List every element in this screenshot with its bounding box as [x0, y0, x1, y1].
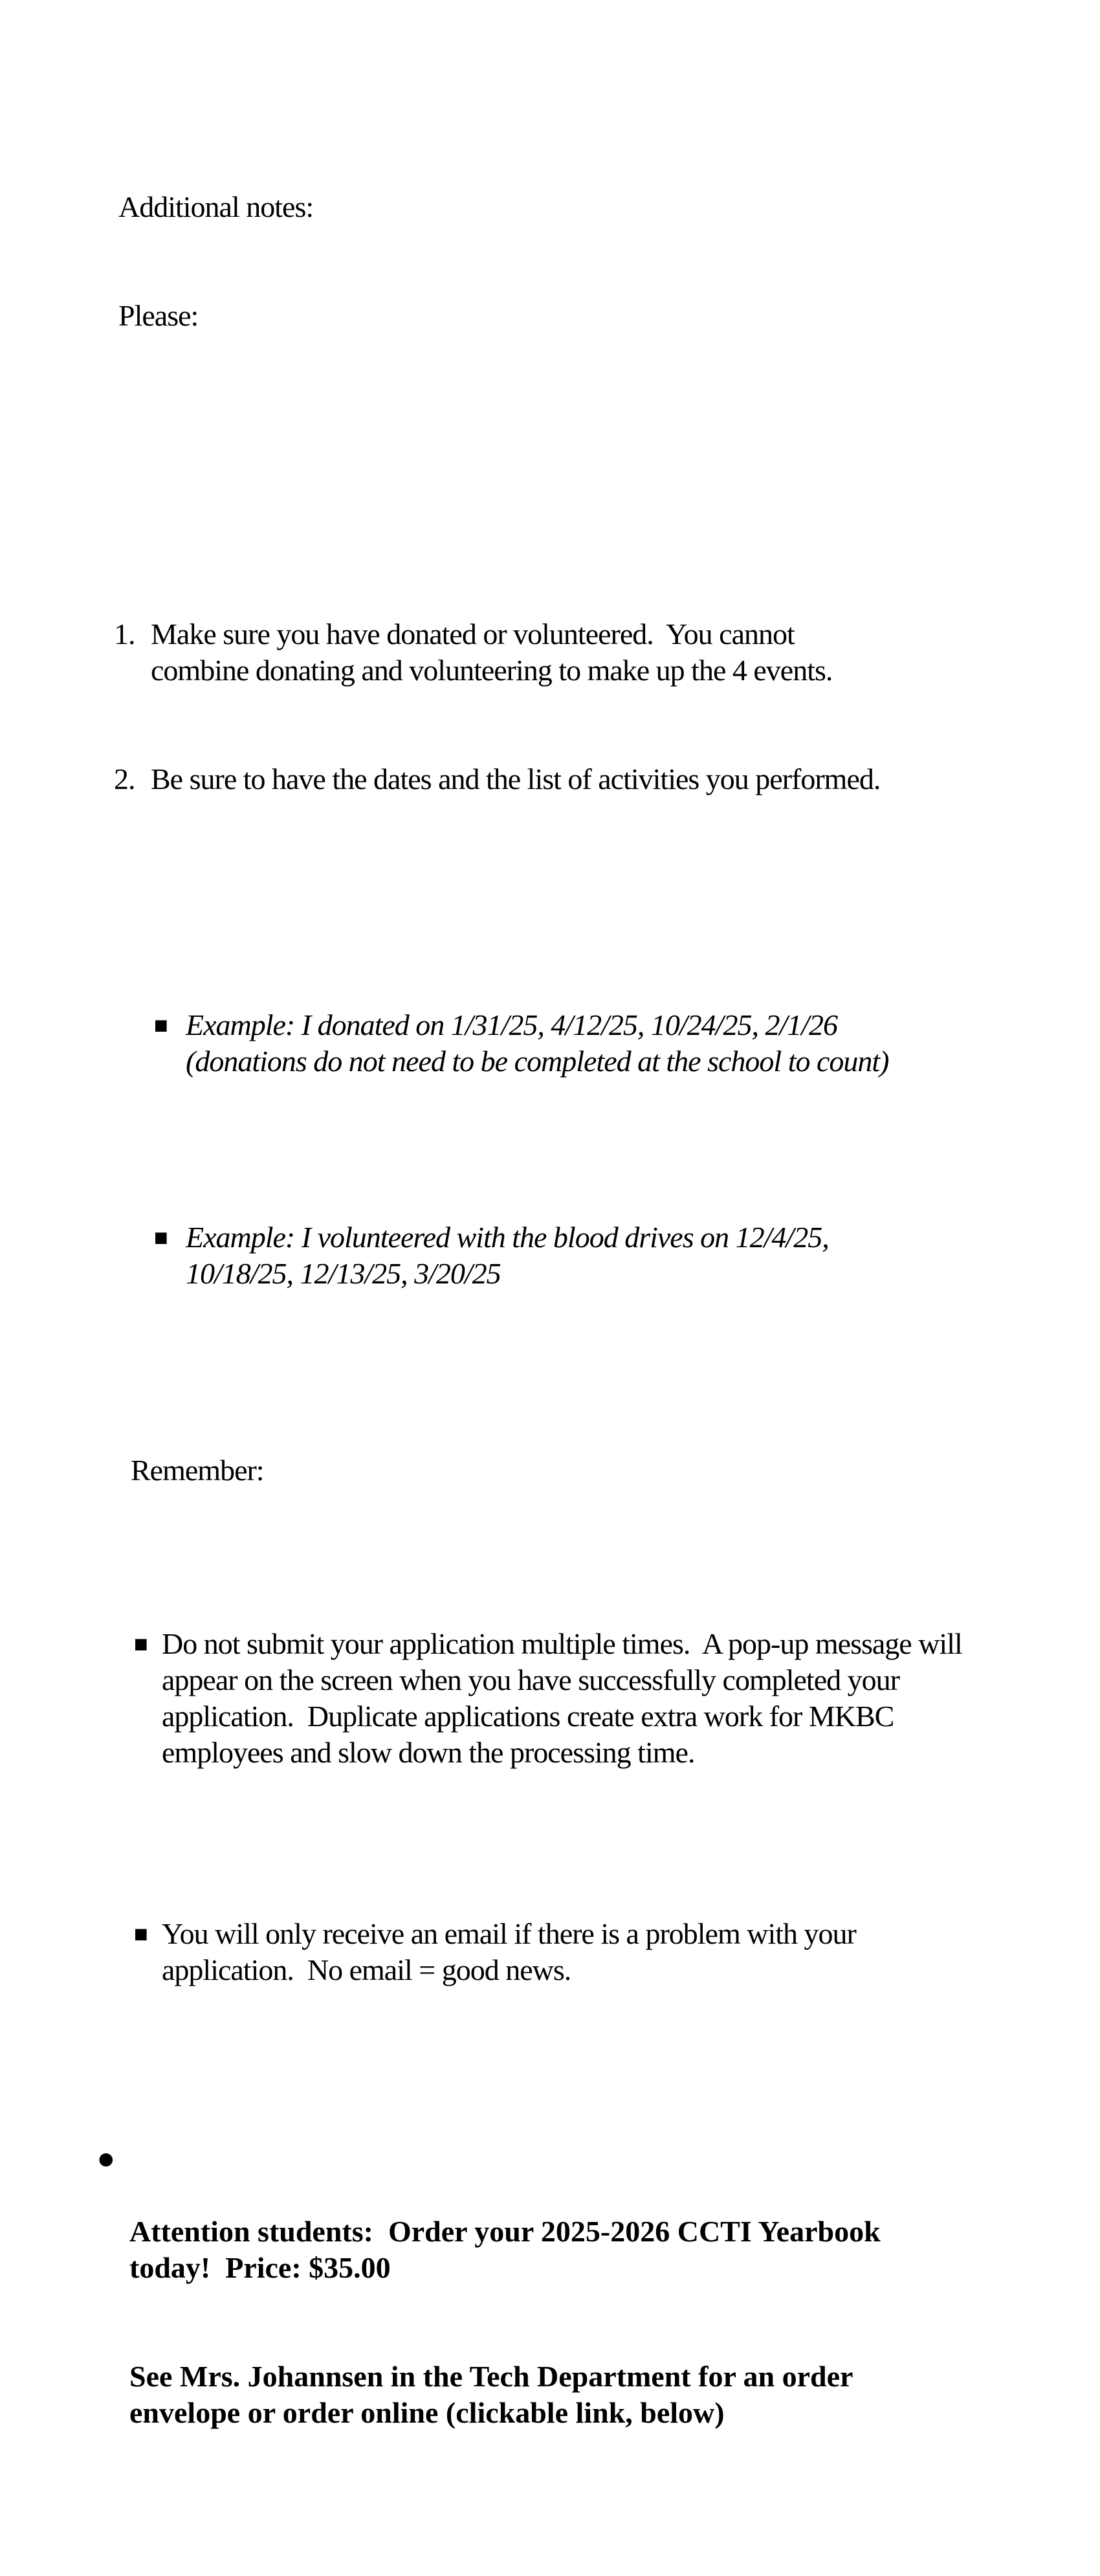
list-item-1	[114, 616, 1100, 689]
remember-heading: Remember:	[131, 1454, 264, 1487]
square-bullet-icon: ■	[154, 1229, 168, 1246]
list-item-1-number: 1.	[114, 617, 135, 650]
example-bullet-volunteered	[154, 1219, 1100, 1292]
example-bullet-donated-text: Example: I donated on 1/31/25, 4/12/25, 10/24/25, 2/1/26 (donations do not need to be completed at the school to count)	[186, 1008, 889, 1078]
announcement-text	[129, 2141, 919, 2504]
example-bullet-donated	[154, 1007, 1100, 1080]
square-bullet-icon: ■	[134, 1636, 148, 1652]
intro-block	[118, 117, 1100, 406]
list-item-2-number: 2.	[114, 762, 135, 795]
round-bullet-icon: ●	[98, 2149, 114, 2169]
announcement-bullet-yearbook	[98, 2141, 1100, 2504]
square-bullet-icon: ■	[154, 1017, 168, 1034]
square-bullet-icon: ■	[134, 1926, 148, 1942]
intro-line-please: Please:	[118, 299, 199, 332]
numbered-list	[0, 544, 1100, 870]
intro-line-additional-notes: Additional notes:	[118, 190, 314, 223]
announcement-line-see-mrs-johannsen: See Mrs. Johannsen in the Tech Department for an order envelope or order online (clickable link, below)	[129, 2360, 861, 2429]
list-item-2	[114, 761, 1100, 797]
remember-bullet-email	[134, 1916, 1100, 1988]
remember-bullet-email-text: You will only receive an email if there is a problem with your application. No email = good news.	[162, 1917, 863, 1986]
example-bullet-volunteered-text: Example: I volunteered with the blood drives on 12/4/25, 10/18/25, 12/13/25, 3/20/25	[186, 1221, 836, 1290]
announcement-line-order: Attention students: Order your 2025-2026 CCTI Yearbook today! Price: $35.00	[129, 2215, 888, 2284]
remember-bullet-no-duplicates	[134, 1626, 1100, 1771]
list-item-2-text: Be sure to have the dates and the list of activities you performed.	[151, 762, 881, 795]
list-item-1-text: Make sure you have donated or volunteered. You cannot combine donating and volunteering to make up the 4 events.	[151, 617, 833, 687]
remember-bullet-no-duplicates-text: Do not submit your application multiple times. A pop-up message will appear on the screen when you have successfully completed your application. Duplicate applications create extra work for MKBC employees and slow down the processing time.	[162, 1627, 969, 1769]
